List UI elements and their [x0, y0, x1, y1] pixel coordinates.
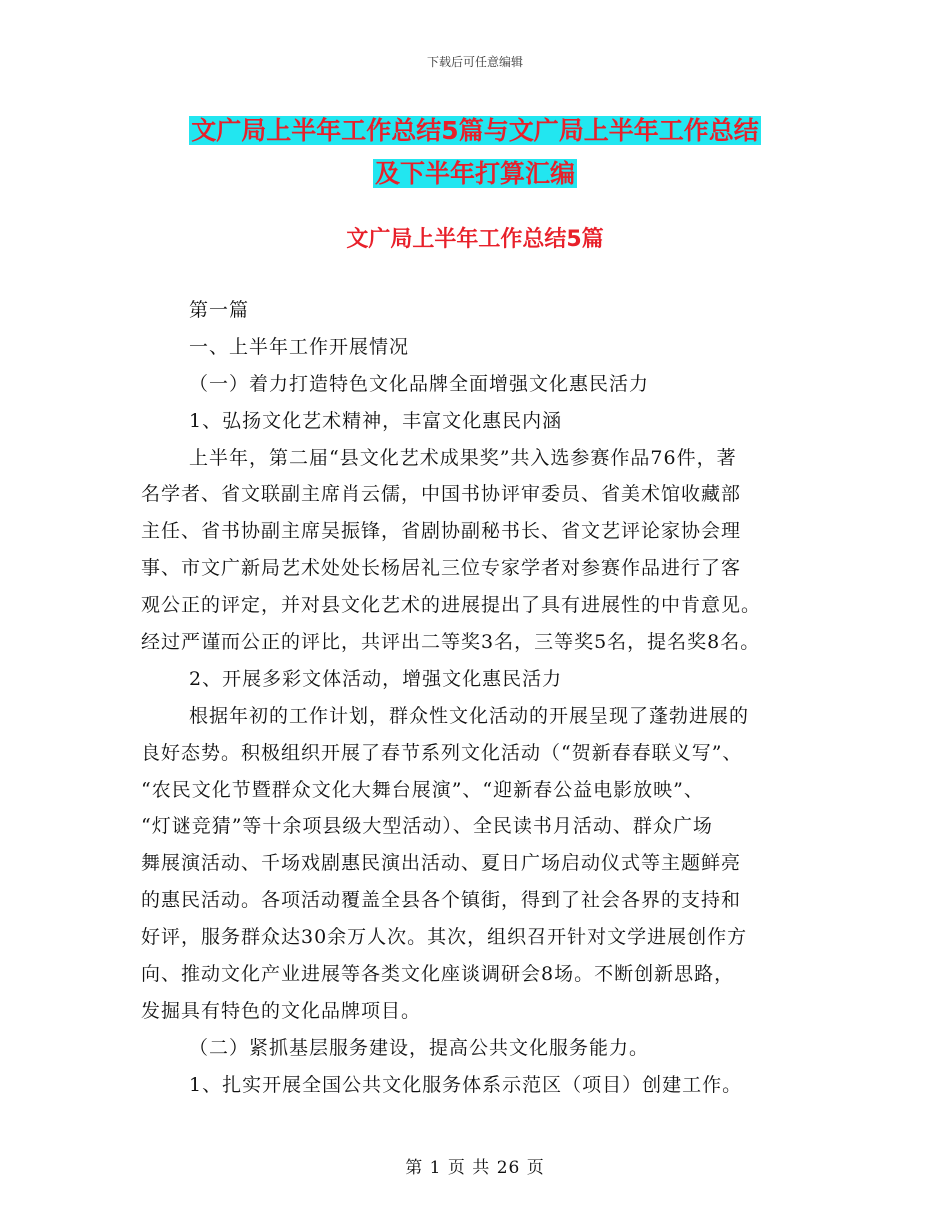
body-line: 舞展演活动、千场戏剧惠民演出活动、夏日广场启动仪式等主题鲜亮 [141, 852, 742, 875]
page-header: 下载后可任意编辑 [426, 55, 523, 69]
body-line: 事、市文广新局艺术处处长杨居礼三位专家学者对参赛作品进行了客 [141, 557, 742, 580]
page-footer: 第 1 页 共 26 页 [405, 1158, 545, 1178]
body-line: （一）着力打造特色文化品牌全面增强文化惠民活力 [189, 372, 650, 395]
body-line: 向、推动文化产业进展等各类文化座谈调研会8场。不断创新思路， [141, 963, 735, 986]
body-line: 上半年，第二届“县文化艺术成果奖”共入选参赛作品76件，著 [189, 446, 737, 469]
body-line: （二）紧抓基层服务建设，提高公共文化服务能力。 [189, 1036, 650, 1059]
document-body [141, 292, 821, 1104]
body-line: “农民文化节暨群众文化大舞台展演”、“迎新春公益电影放映”、 [141, 778, 704, 801]
body-line: 观公正的评定，并对县文化艺术的进展提出了具有进展性的中肯意见。 [141, 594, 762, 617]
body-line: 根据年初的工作计划，群众性文化活动的开展呈现了蓬勃进展的 [189, 704, 750, 727]
document-title-line-2: 及下半年打算汇编 [374, 159, 575, 188]
body-line: 经过严谨而公正的评比，共评出二等奖3名，三等奖5名，提名奖8名。 [141, 631, 761, 654]
body-line: “灯谜竞猜”等十余项县级大型活动）、全民读书月活动、群众广场 [141, 815, 713, 838]
document-title-line-1: 文广局上半年工作总结5篇与文广局上半年工作总结 [191, 116, 759, 145]
body-line: 名学者、省文联副主席肖云儒，中国书协评审委员、省美术馆收藏部 [141, 483, 742, 506]
body-line: 一、上半年工作开展情况 [189, 335, 410, 358]
body-line: 第一篇 [189, 299, 250, 321]
body-line: 2、开展多彩文体活动，增强文化惠民活力 [189, 667, 563, 690]
body-line: 好评，服务群众达30余万人次。其次，组织召开针对文学进展创作方 [141, 926, 748, 949]
body-line: 1、弘扬文化艺术精神，丰富文化惠民内涵 [189, 409, 563, 432]
body-line: 良好态势。积极组织开展了春节系列文化活动（“贺新春春联义写”、 [141, 741, 743, 764]
body-line: 主任、省书协副主席吴振锋，省剧协副秘书长、省文艺评论家协会理 [141, 520, 742, 543]
body-line: 的惠民活动。各项活动覆盖全县各个镇街，得到了社会各界的支持和 [141, 889, 742, 912]
section-title: 文广局上半年工作总结5篇 [346, 227, 604, 252]
body-line: 1、扎实开展全国公共文化服务体系示范区（项目）创建工作。 [189, 1073, 743, 1096]
body-line: 发掘具有特色的文化品牌项目。 [141, 999, 422, 1022]
